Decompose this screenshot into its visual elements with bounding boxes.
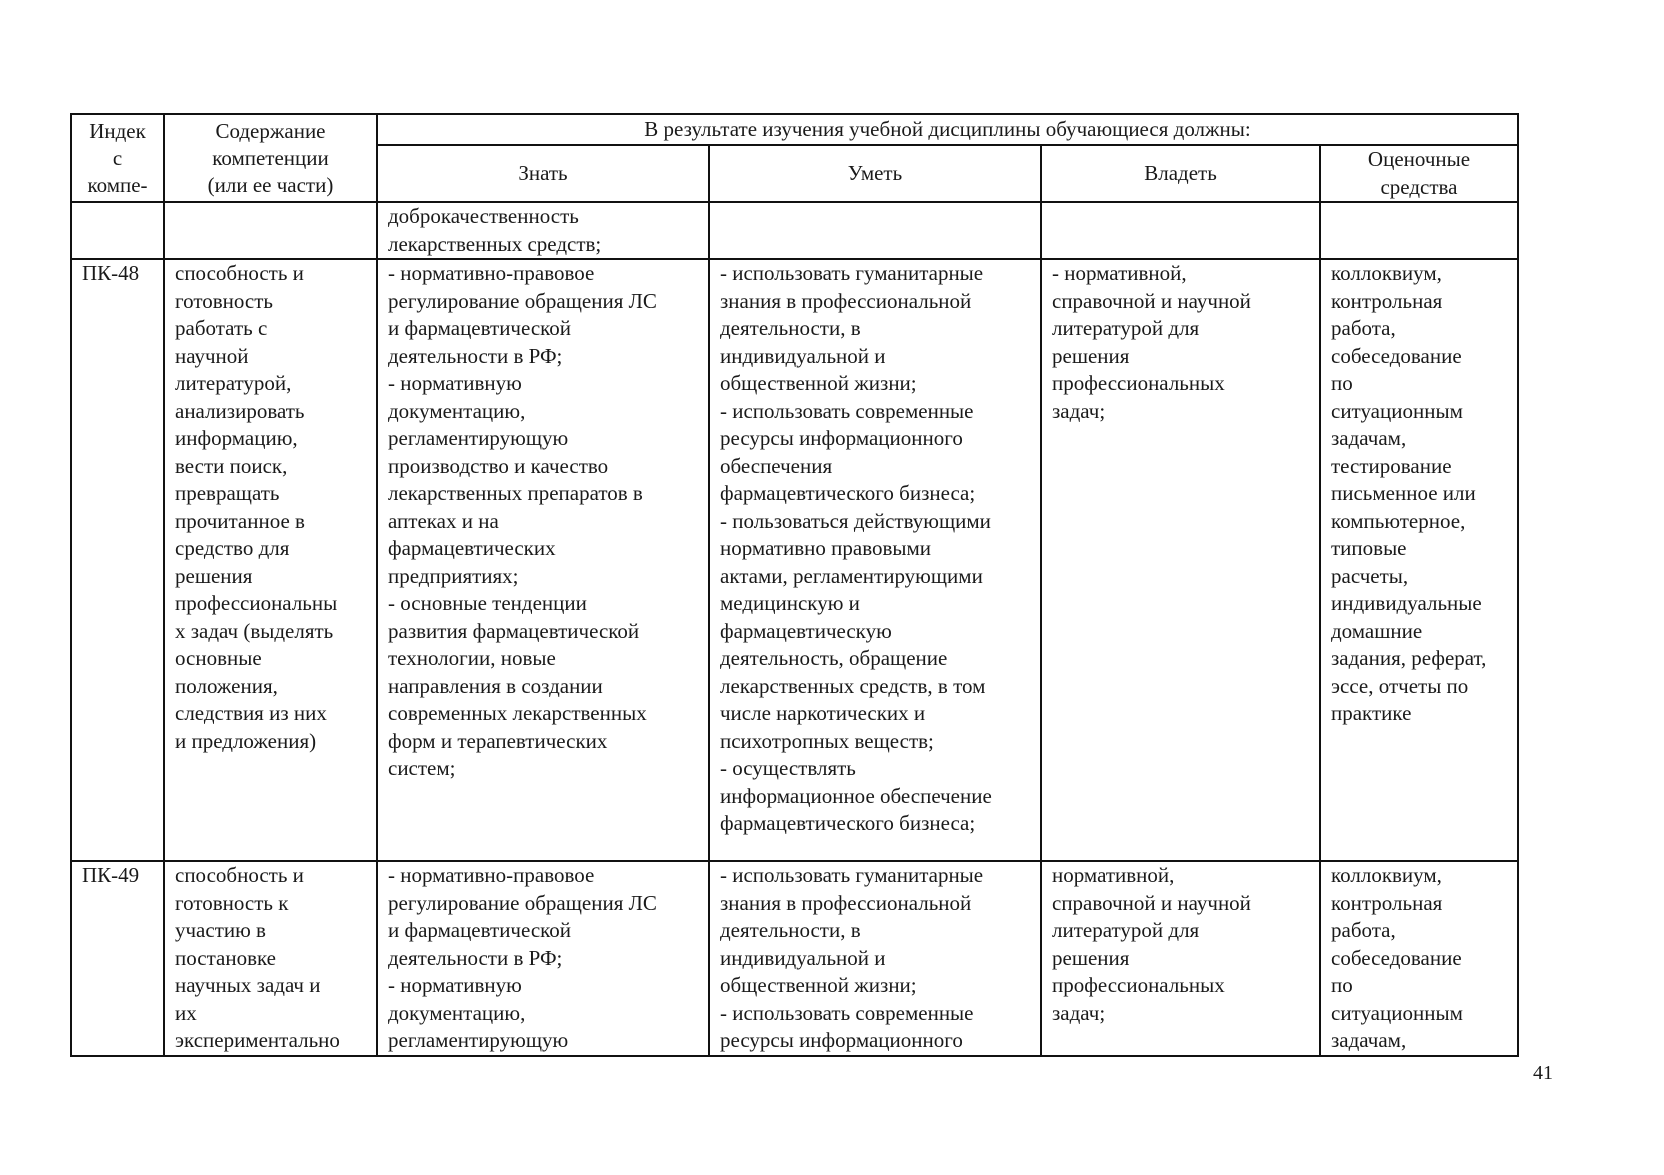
cell-index [71, 202, 164, 259]
header-master-text: Владеть [1144, 160, 1217, 185]
header-master [1041, 145, 1320, 202]
cell-assessment [1320, 259, 1518, 861]
cell-know [377, 259, 709, 861]
cell-able [709, 259, 1041, 861]
cell-know [377, 861, 709, 1056]
cell-master [1041, 861, 1320, 1056]
header-able-text: Уметь [847, 160, 903, 185]
cell-assessment [1320, 202, 1518, 259]
cell-know-text: - нормативно-правовое регулирование обращения ЛС и фармацевтической деятельности в РФ; - нормативную документацию, регламентирующую [388, 863, 657, 1052]
cell-able-text: - использовать гуманитарные знания в профессиональной деятельности, в индивидуальной и общественной жизни; - использовать современные ресурсы информационного обеспечения фармацевтического бизнеса; - пользоваться действующими нормативно правовыми актами, регламентирующими медицинскую и фармацевтическую деятельность, обращение лекарственных средств, в том числе наркотических и психотропных веществ; - осуществлять информационное обеспечение фармацевтического бизнеса; [720, 261, 992, 835]
cell-index [71, 861, 164, 1056]
cell-index [71, 259, 164, 861]
table-row [71, 259, 1518, 861]
cell-content-text: способность и готовность к участию в постановке научных задач и их экспериментально [175, 863, 340, 1052]
cell-assessment-text: коллоквиум, контрольная работа, собеседование по ситуационным задачам, [1331, 863, 1463, 1052]
cell-content [164, 202, 377, 259]
cell-master-text: нормативной, справочной и научной литературой для решения профессиональных задач; [1052, 863, 1251, 1025]
cell-index-text: ПК-49 [82, 863, 140, 887]
cell-know-text: - нормативно-правовое регулирование обращения ЛС и фармацевтической деятельности в РФ; - нормативную документацию, регламентирующую производство и качество лекарственных препаратов в аптеках и на фармацевтических предприятиях; - основные тенденции развития фармацевтической технологии, новые направления в создании современных лекарственных форм и терапевтических систем; [388, 261, 657, 780]
header-assessment-text: Оценочные средства [1367, 147, 1471, 199]
header-results-text: В результате изучения учебной дисциплины обучающиеся должны: [644, 116, 1251, 141]
cell-index-text: ПК-48 [82, 261, 140, 285]
header-row-1 [71, 114, 1518, 145]
page-number: 41 [1533, 1062, 1553, 1084]
cell-able [709, 861, 1041, 1056]
header-assessment [1320, 145, 1518, 202]
cell-able [709, 202, 1041, 259]
cell-master [1041, 202, 1320, 259]
cell-master [1041, 259, 1320, 861]
cell-know-text: доброкачественность лекарственных средств; [388, 204, 602, 256]
table-row [71, 202, 1518, 259]
cell-assessment-text: коллоквиум, контрольная работа, собеседование по ситуационным задачам, тестирование письменное или компьютерное, типовые расчеты, индивидуальные домашние задания, реферат, эссе, отчеты по практике [1331, 261, 1487, 725]
header-know-text: Знать [518, 160, 568, 185]
cell-able-text: - использовать гуманитарные знания в профессиональной деятельности, в индивидуальной и общественной жизни; - использовать современные ресурсы информационного [720, 863, 984, 1052]
header-results [377, 114, 1518, 145]
header-know [377, 145, 709, 202]
cell-assessment [1320, 861, 1518, 1056]
table-row [71, 861, 1518, 1056]
header-able [709, 145, 1041, 202]
cell-know [377, 202, 709, 259]
header-content [164, 114, 377, 202]
header-index-text: Индек с компе- [87, 118, 148, 197]
header-content-text: Содержание компетенции (или ее части) [207, 118, 334, 197]
cell-content [164, 861, 377, 1056]
cell-content [164, 259, 377, 861]
cell-master-text: - нормативной, справочной и научной литературой для решения профессиональных задач; [1052, 261, 1251, 423]
cell-content-text: способность и готовность работать с научной литературой, анализировать информацию, вести поиск, превращать прочитанное в средство для решения профессиональны х задач (выделять основные положения, следствия из них и предложения) [175, 261, 338, 753]
header-index [71, 114, 164, 202]
competency-table [70, 113, 1519, 1057]
